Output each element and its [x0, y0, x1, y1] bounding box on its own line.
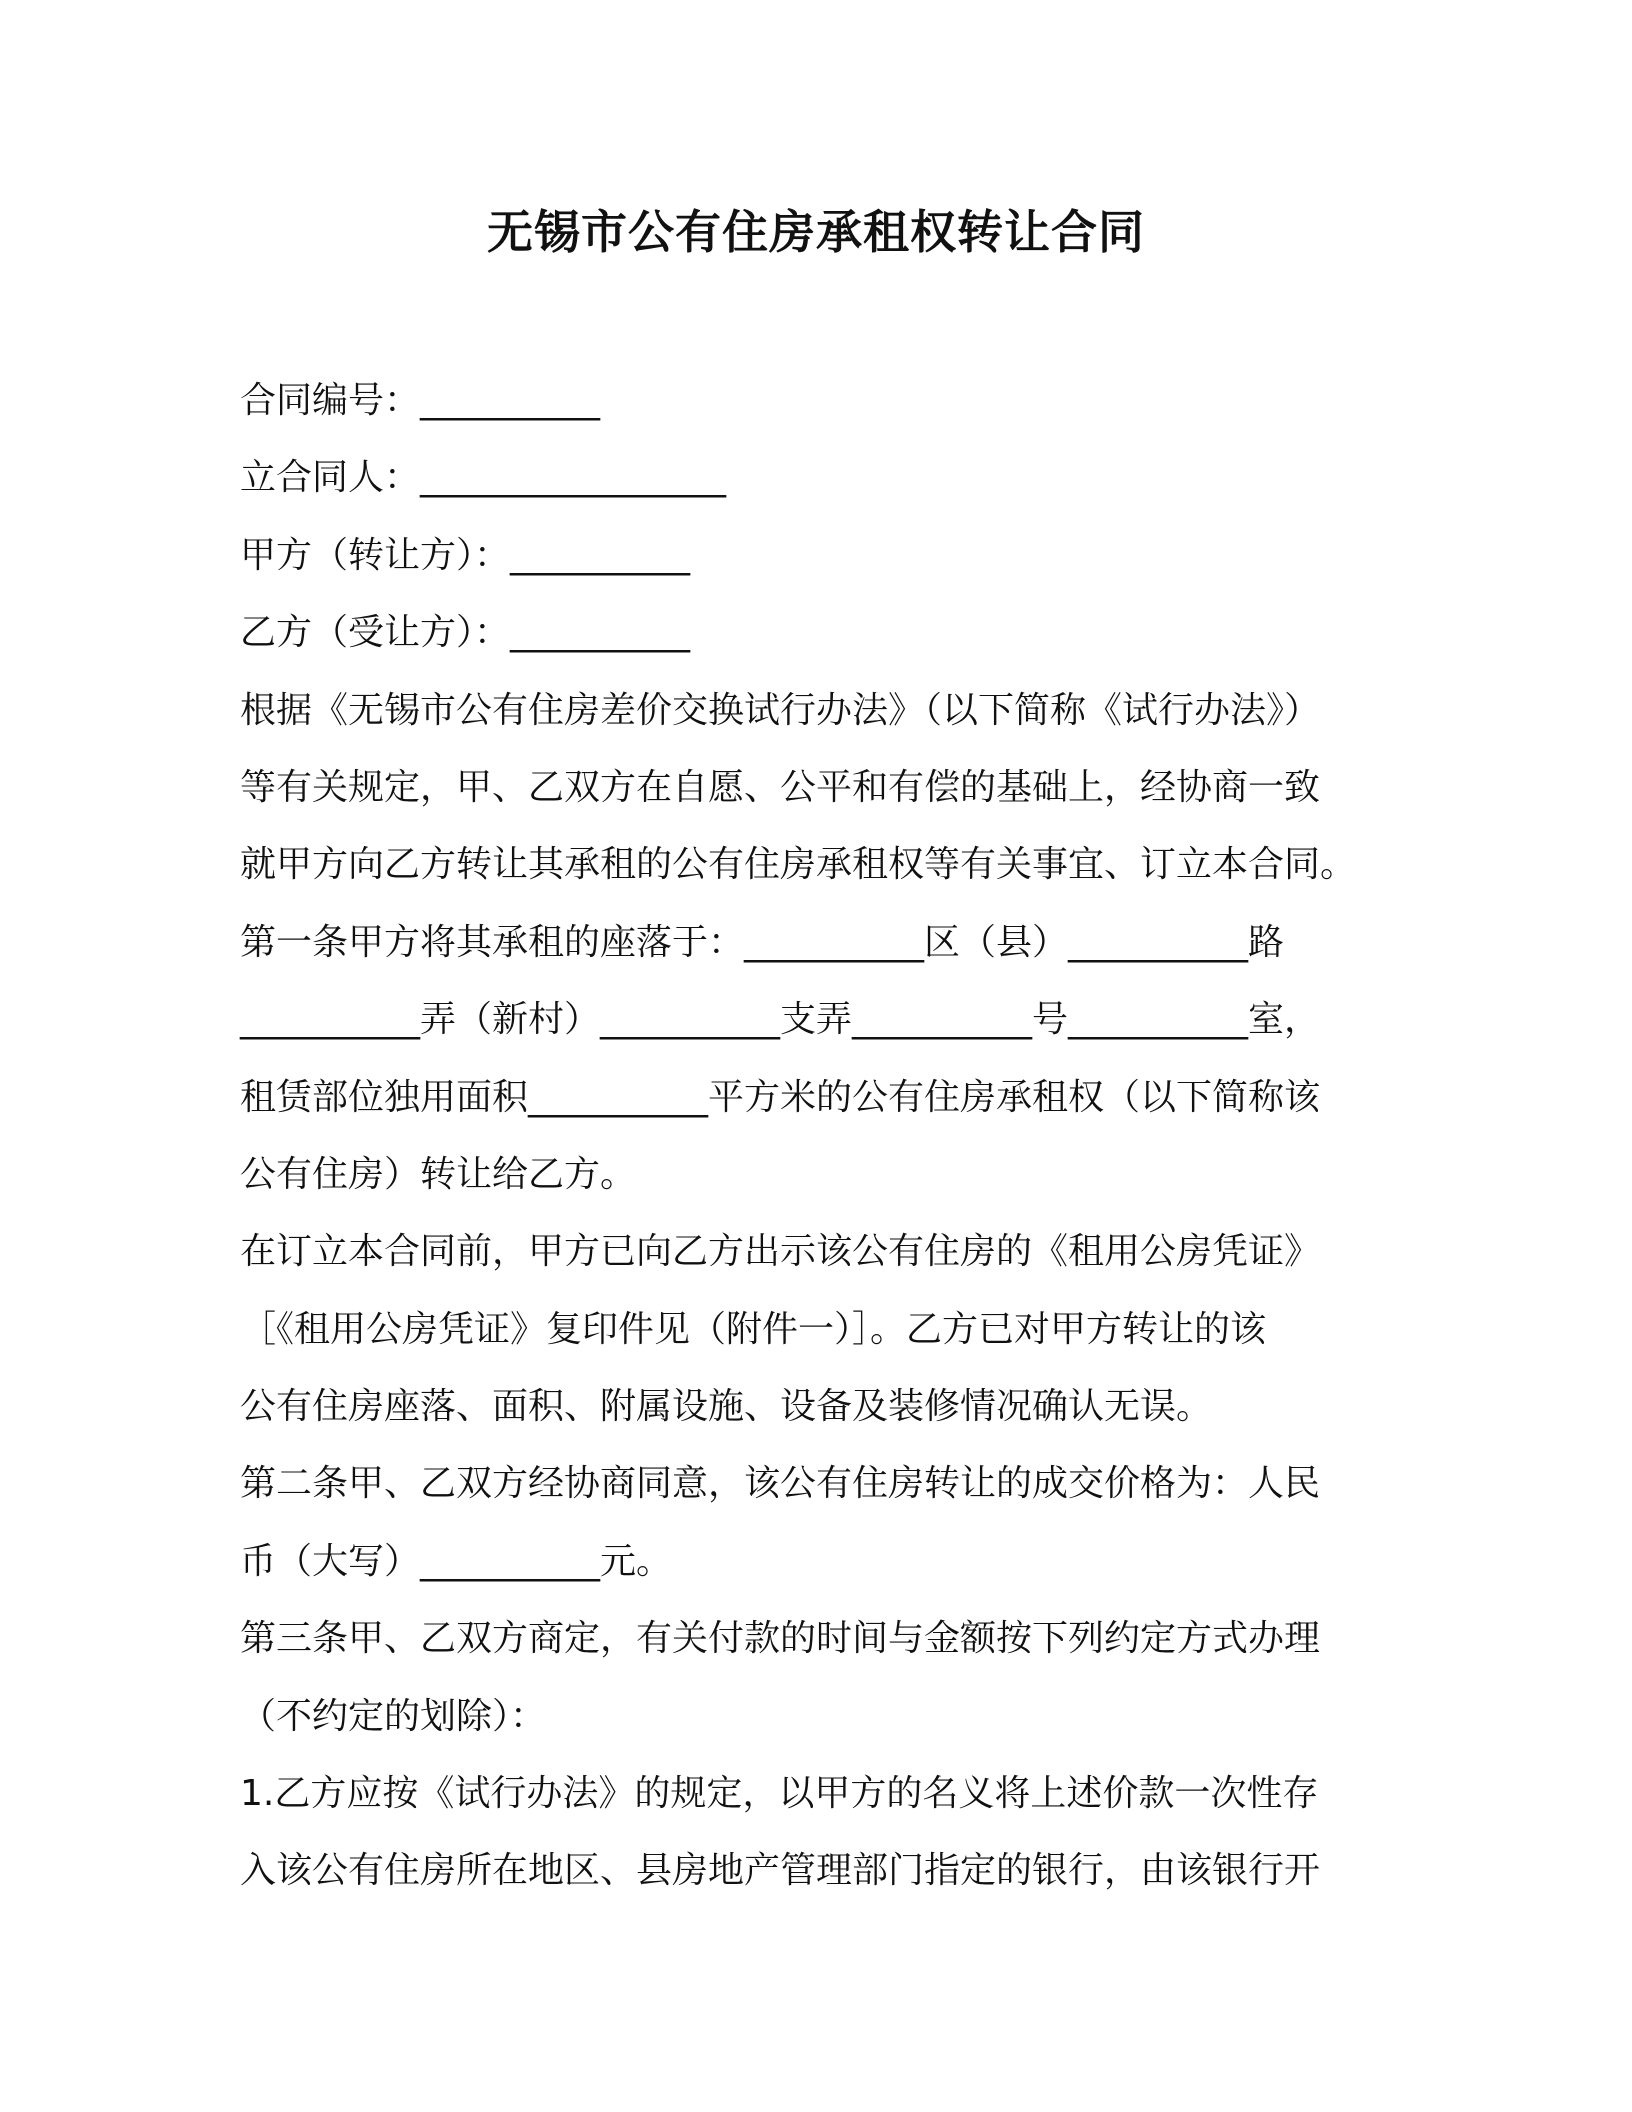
document-title: 无锡市公有住房承租权转让合同 [487, 205, 1145, 259]
party-b-line: 乙方（受让方）：__________ [240, 612, 691, 654]
article-2-line: 第二条甲、乙双方经协商同意，该公有住房转让的成交价格为：人民 [240, 1463, 1321, 1505]
article-2-line: 币（大写）__________元。 [240, 1540, 673, 1582]
article-1-paragraph-line: 在订立本合同前，甲方已向乙方出示该公有住房的《租用公房凭证》 [240, 1231, 1321, 1273]
article-3-line: 第三条甲、乙双方商定，有关付款的时间与金额按下列约定方式办理 [240, 1618, 1321, 1660]
article-3-line: （不约定的划除）： [240, 1695, 547, 1737]
article-3-item-line: 1.乙方应按《试行办法》的规定，以甲方的名义将上述价款一次性存 [240, 1773, 1319, 1815]
preamble-line: 就甲方向乙方转让其承租的公有住房承租权等有关事宜、订立本合同。 [240, 844, 1357, 886]
article-1-paragraph-line: ［《租用公房凭证》复印件见（附件一）］。乙方已对甲方转让的该 [240, 1308, 1267, 1350]
contract-number-line: 合同编号：__________ [240, 380, 601, 421]
article-1-line: __________弄（新村）__________支弄__________号__________室， [240, 999, 1321, 1041]
party-a-line: 甲方（转让方）：__________ [240, 534, 691, 576]
document-body [240, 362, 1400, 1910]
preamble-line: 根据《无锡市公有住房差价交换试行办法》（以下简称《试行办法》） [240, 689, 1321, 731]
preamble-line: 等有关规定，甲、乙双方在自愿、公平和有偿的基础上，经协商一致 [240, 766, 1321, 808]
article-1-paragraph-line: 公有住房座落、面积、附属设施、设备及装修情况确认无误。 [240, 1386, 1213, 1428]
contracting-party-line: 立合同人：_________________ [240, 457, 727, 499]
article-1-line: 租赁部位独用面积__________平方米的公有住房承租权（以下简称该 [240, 1076, 1321, 1118]
article-1-line: 公有住房）转让给乙方。 [240, 1153, 637, 1195]
article-3-item-line: 入该公有住房所在地区、县房地产管理部门指定的银行，由该银行开 [240, 1850, 1321, 1892]
article-1-line: 第一条甲方将其承租的座落于：__________区（县）__________路 [240, 921, 1285, 963]
